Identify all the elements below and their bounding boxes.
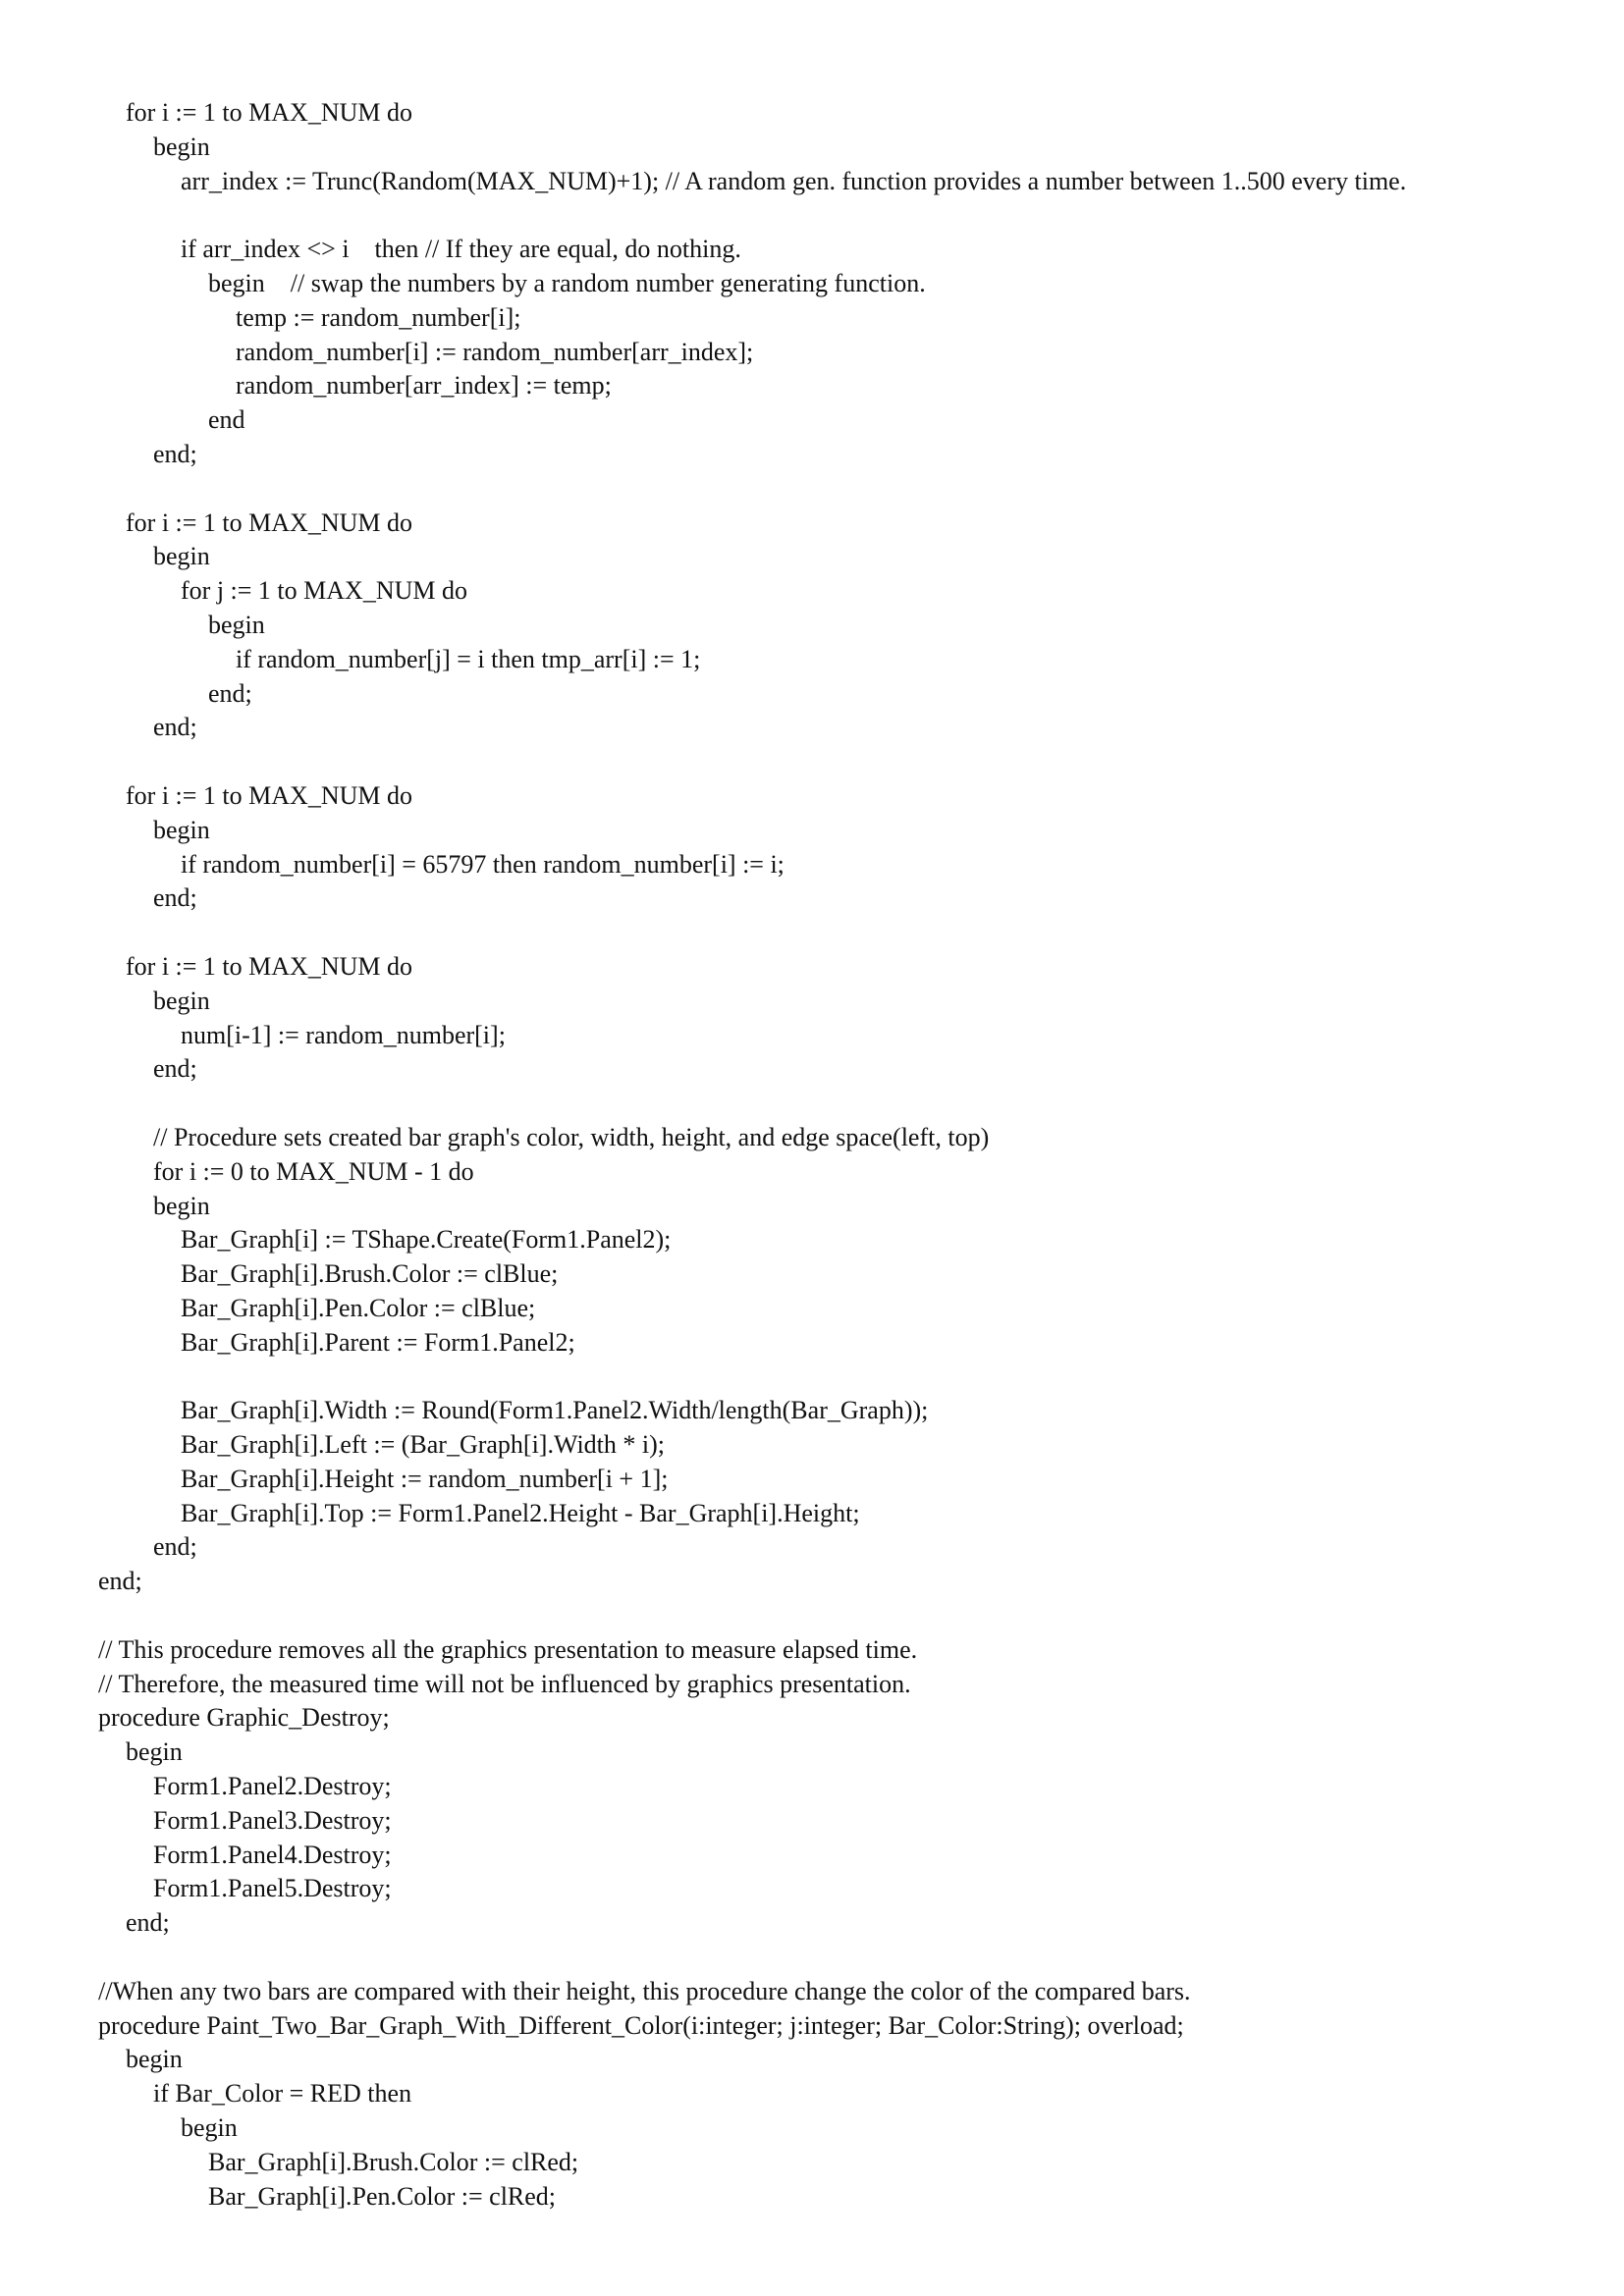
code-line: if Bar_Color = RED then (153, 2079, 412, 2109)
code-line: Bar_Graph[i].Width := Round(Form1.Panel2.Width/length(Bar_Graph)); (181, 1396, 929, 1425)
code-line: Form1.Panel2.Destroy; (153, 1772, 392, 1801)
code-line: random_number[i] := random_number[arr_index]; (236, 337, 754, 366)
code-listing (98, 96, 1571, 2214)
code-line: if random_number[i] = 65797 then random_number[i] := i; (181, 849, 785, 879)
code-line: end; (153, 1532, 197, 1562)
code-line: procedure Paint_Two_Bar_Graph_With_Different_Color(i:integer; j:integer; Bar_Color:String); overload; (98, 2010, 1184, 2040)
code-line: end (208, 405, 245, 435)
code-line: end; (208, 678, 252, 708)
blank-line (98, 472, 1571, 507)
code-line: Bar_Graph[i].Height := random_number[i + 1]; (181, 1464, 669, 1493)
code-line: for i := 0 to MAX_NUM - 1 do (153, 1156, 474, 1186)
blank-line (98, 916, 1571, 950)
code-line: end; (126, 1908, 170, 1938)
code-line: Bar_Graph[i].Pen.Color := clBlue; (181, 1293, 536, 1322)
code-line: end; (153, 1054, 197, 1084)
code-line: begin (153, 132, 210, 161)
code-line: end; (153, 439, 197, 468)
code-line: Bar_Graph[i].Brush.Color := clRed; (208, 2147, 579, 2176)
code-line: // Procedure sets created bar graph's color, width, height, and edge space(left, top) (153, 1122, 990, 1151)
code-line: Bar_Graph[i].Brush.Color := clBlue; (181, 1259, 559, 1289)
code-line: for i := 1 to MAX_NUM do (126, 98, 412, 127)
code-line: for i := 1 to MAX_NUM do (126, 951, 412, 981)
blank-line (98, 1941, 1571, 1975)
code-line: begin // swap the numbers by a random number generating function. (208, 268, 926, 297)
code-line: Bar_Graph[i].Parent := Form1.Panel2; (181, 1327, 575, 1357)
code-line: Bar_Graph[i].Left := (Bar_Graph[i].Width * i); (181, 1430, 666, 1460)
code-line: Form1.Panel3.Destroy; (153, 1805, 392, 1835)
blank-line (98, 1360, 1571, 1394)
code-line: begin (181, 2113, 238, 2143)
code-line: begin (126, 1737, 183, 1767)
code-line: begin (153, 1191, 210, 1220)
code-line: // Therefore, the measured time will not be influenced by graphics presentation. (98, 1669, 911, 1698)
code-line: // This procedure removes all the graphics presentation to measure elapsed time. (98, 1634, 918, 1664)
code-line: end; (98, 1567, 142, 1596)
code-line: Bar_Graph[i].Pen.Color := clRed; (208, 2181, 557, 2211)
code-line: Form1.Panel4.Destroy; (153, 1840, 392, 1869)
code-line: begin (208, 610, 265, 639)
code-line: begin (126, 2045, 183, 2074)
code-line: temp := random_number[i]; (236, 302, 521, 332)
code-line: //When any two bars are compared with their height, this procedure change the color of the compared bars. (98, 1976, 1191, 2005)
code-line: arr_index := Trunc(Random(MAX_NUM)+1); // A random gen. function provides a number between 1..500 every time. (181, 166, 1407, 195)
code-line: end; (153, 713, 197, 742)
code-line: random_number[arr_index] := temp; (236, 371, 612, 400)
code-line: begin (153, 542, 210, 571)
code-line: for i := 1 to MAX_NUM do (126, 507, 412, 537)
code-line: if arr_index <> i then // If they are equal, do nothing. (181, 235, 741, 264)
code-line: begin (153, 815, 210, 844)
code-line: Bar_Graph[i] := TShape.Create(Form1.Panel2); (181, 1225, 672, 1255)
code-line: Form1.Panel5.Destroy; (153, 1874, 392, 1903)
blank-line (98, 1599, 1571, 1633)
blank-line (98, 198, 1571, 233)
code-line: num[i-1] := random_number[i]; (181, 1020, 506, 1049)
code-line: Bar_Graph[i].Top := Form1.Panel2.Height - Bar_Graph[i].Height; (181, 1498, 860, 1527)
code-line: for j := 1 to MAX_NUM do (181, 576, 467, 606)
code-line: for i := 1 to MAX_NUM do (126, 780, 412, 810)
code-line: begin (153, 986, 210, 1015)
code-line: procedure Graphic_Destroy; (98, 1703, 390, 1733)
blank-line (98, 745, 1571, 779)
blank-line (98, 1087, 1571, 1121)
code-line: end; (153, 883, 197, 913)
code-line: if random_number[j] = i then tmp_arr[i] := 1; (236, 644, 701, 673)
